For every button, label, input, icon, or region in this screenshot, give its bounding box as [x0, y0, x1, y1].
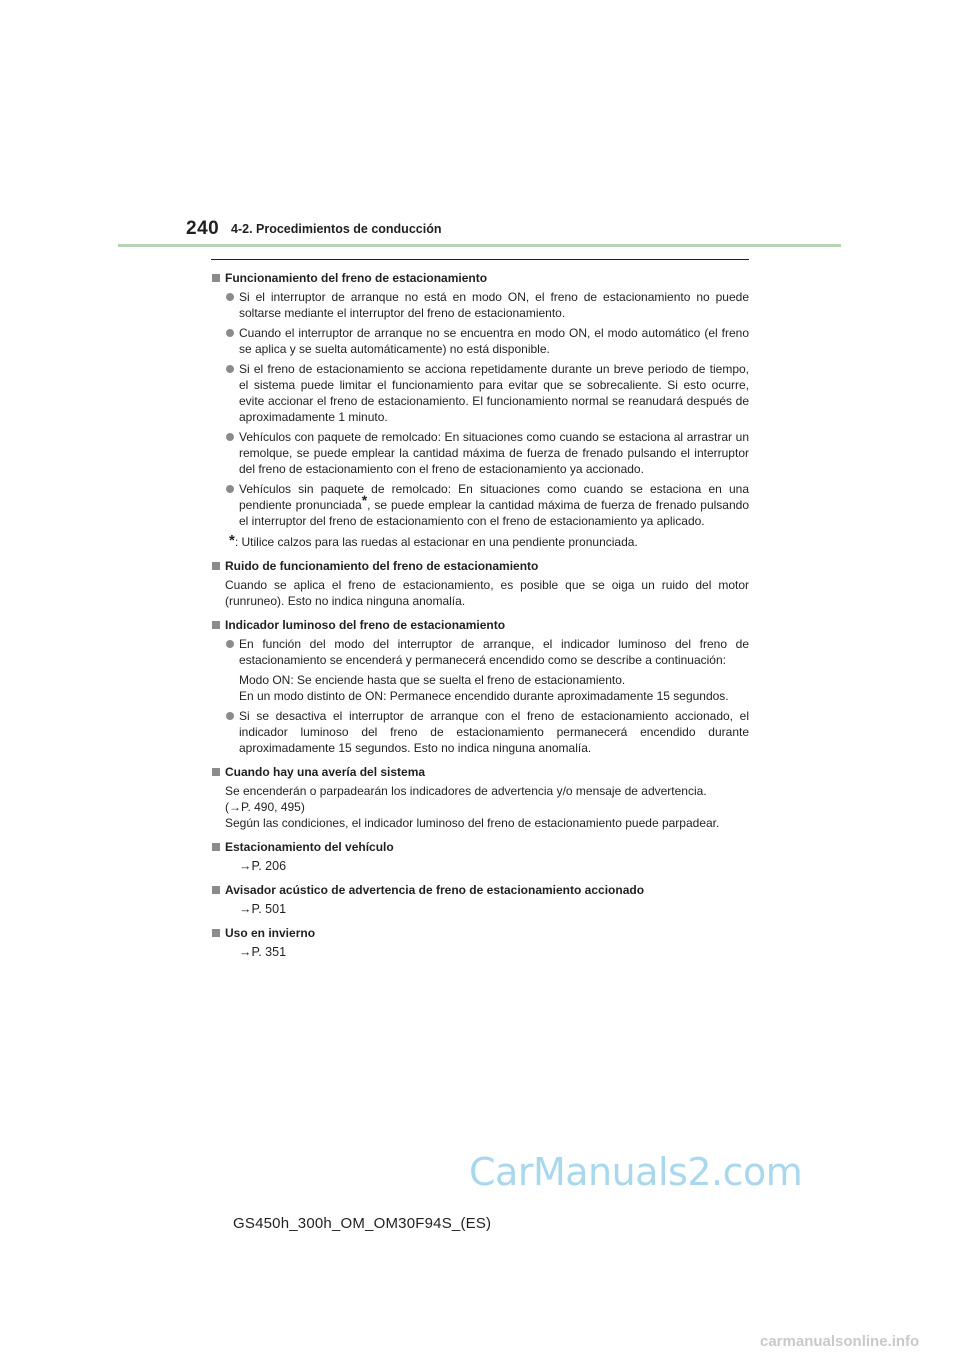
list-item — [211, 481, 749, 529]
round-bullet-icon — [226, 365, 234, 373]
section-heading — [211, 617, 749, 633]
watermark-logo: CarManuals2.com — [469, 1150, 803, 1194]
paragraph: En un modo distinto de ON: Permanece encendido durante aproximadamente 15 segundos. — [239, 689, 729, 703]
square-bullet-icon — [212, 621, 220, 629]
list-item — [211, 708, 749, 756]
section-heading — [211, 882, 749, 898]
list-item-text: Si se desactiva el interruptor de arranque con el freno de estacionamiento accionado, el indicador luminoso del freno de estacionamiento permanecerá encendido durante aproximadamente 15 segundos. Esto no indica ninguna anomalía. — [239, 709, 749, 755]
heading-text: Funcionamiento del freno de estacionamiento — [225, 271, 488, 285]
list-item-text: Si el freno de estacionamiento se acciona repetidamente durante un breve periodo de tiempo, el sistema puede limitar el funcionamiento para evitar que se sobrecaliente. Si esto ocurre, evite accionar el freno de estacionamiento. El funcionamiento normal se reanudará después de aproximadamente 1 minuto. — [239, 362, 749, 424]
paragraph: Según las condiciones, el indicador luminoso del freno de estacionamiento puede parpadear. — [225, 816, 720, 830]
section-heading — [211, 764, 749, 780]
paragraph: Modo ON: Se enciende hasta que se suelta el freno de estacionamiento. — [239, 673, 626, 687]
heading-text: Estacionamiento del vehículo — [225, 840, 394, 854]
paragraph: Se encenderán o parpadearán los indicadores de advertencia y/o mensaje de advertencia. — [225, 784, 707, 798]
content-top-rule — [211, 259, 749, 260]
list-item — [211, 325, 749, 357]
list-item — [211, 289, 749, 321]
document-code: GS450h_300h_OM_OM30F94S_(ES) — [233, 1215, 492, 1232]
page-content — [211, 270, 749, 962]
footnote-marker: * — [229, 532, 235, 549]
list-item-text: Cuando el interruptor de arranque no se encuentra en modo ON, el modo automático (el freno se aplica y se suelta automáticamente) no está disponible. — [239, 326, 749, 356]
footnote-text: : Utilice calzos para las ruedas al estacionar en una pendiente pronunciada. — [234, 535, 638, 549]
heading-text: Cuando hay una avería del sistema — [225, 765, 426, 779]
page-number: 240 — [186, 218, 220, 239]
page-reference-link[interactable]: (→P. 490, 495) — [225, 800, 305, 814]
section-heading — [211, 925, 749, 941]
list-item — [211, 361, 749, 425]
page-reference-link[interactable]: →P. 351 — [239, 945, 287, 959]
footnote — [211, 533, 749, 550]
list-item-text: En función del modo del interruptor de arranque, el indicador luminoso del freno de estacionamiento se encenderá y permanecerá encendido como se describe a continuación: — [239, 637, 749, 667]
square-bullet-icon — [212, 886, 220, 894]
round-bullet-icon — [226, 433, 234, 441]
section-heading — [211, 839, 749, 855]
round-bullet-icon — [226, 712, 234, 720]
square-bullet-icon — [212, 929, 220, 937]
round-bullet-icon — [226, 485, 234, 493]
square-bullet-icon — [212, 843, 220, 851]
list-item-text: Vehículos sin paquete de remolcado: En situaciones como cuando se estaciona en una pendiente pronunciada — [239, 482, 749, 512]
square-bullet-icon — [212, 562, 220, 570]
list-item — [211, 429, 749, 477]
round-bullet-icon — [226, 329, 234, 337]
list-item-text: Vehículos con paquete de remolcado: En situaciones como cuando se estaciona al arrastrar un remolque, se puede emplear la cantidad máxima de fuerza de frenado pulsando el interruptor del freno de estacionamiento con el freno de estacionamiento ya accionado. — [239, 430, 749, 476]
page-reference-link[interactable]: →P. 501 — [239, 902, 287, 916]
section-heading — [211, 558, 749, 574]
heading-text: Ruido de funcionamiento del freno de estacionamiento — [225, 559, 539, 573]
paragraph: Cuando se aplica el freno de estacionamiento, es posible que se oiga un ruido del motor (runruneo). Esto no indica ninguna anomalía. — [225, 578, 749, 608]
list-item-text: , se puede emplear la cantidad máxima de fuerza de frenado pulsando el interruptor del freno de estacionamiento con el freno de estacionamiento ya aplicado. — [239, 498, 750, 528]
header-rule — [118, 244, 841, 247]
round-bullet-icon — [226, 640, 234, 648]
square-bullet-icon — [212, 768, 220, 776]
list-item — [211, 636, 749, 668]
heading-text: Indicador luminoso del freno de estacionamiento — [225, 618, 506, 632]
round-bullet-icon — [226, 293, 234, 301]
page-reference-link[interactable]: →P. 206 — [239, 859, 287, 873]
section-heading — [211, 270, 749, 286]
section-title: 4-2. Procedimientos de conducción — [231, 222, 442, 236]
footnote-marker: * — [361, 492, 368, 508]
heading-text: Uso en invierno — [225, 926, 316, 940]
watermark-footer: carmanualsonline.info — [760, 1333, 920, 1350]
square-bullet-icon — [212, 274, 220, 282]
list-item-text: Si el interruptor de arranque no está en modo ON, el freno de estacionamiento no puede soltarse mediante el interruptor del freno de estacionamiento. — [239, 290, 749, 320]
heading-text: Avisador acústico de advertencia de freno de estacionamiento accionado — [225, 883, 645, 897]
